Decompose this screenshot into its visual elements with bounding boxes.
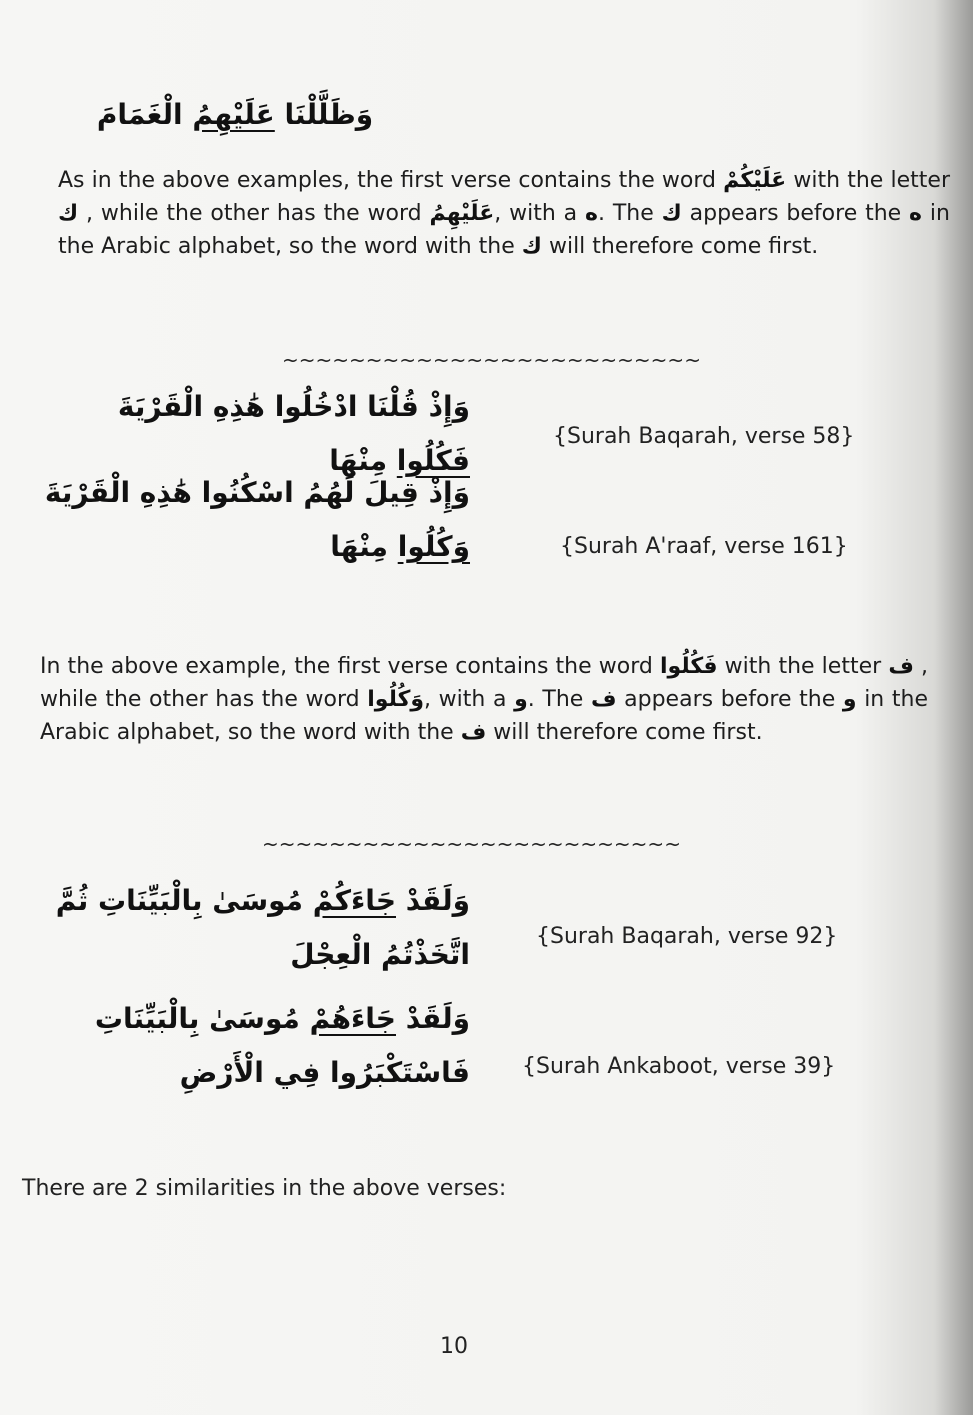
verse-4 [20, 992, 470, 1100]
verse3-before: وَلَقَدْ [396, 884, 470, 917]
para1-word-2: عَلَيْهِمُ [429, 201, 495, 226]
para2-text-2: with the letter [717, 654, 889, 679]
para1-text-4: , with a [494, 201, 585, 226]
para2-text-7: in the Arabic alphabet, so the word with the [40, 687, 928, 745]
verse3-underlined: جَاءَكُمْ [312, 884, 396, 917]
verse1-before: وَإِذْ قُلْنَا ادْخُلُوا هَٰذِهِ الْقَرْيَةَ [117, 390, 470, 423]
para1-letter-2: ه [584, 201, 598, 226]
reference-1: {Surah Baqarah, verse 58} [553, 424, 855, 449]
para2-letter-4: و [842, 687, 857, 712]
para2-text-1: In the above example, the first verse contains the word [40, 654, 660, 679]
header-verse-after: الْغَمَامَ [96, 98, 193, 131]
verse2-before: وَإِذْ قِيلَ لَهُمُ اسْكُنُوا هَٰذِهِ الْقَرْيَةَ [44, 476, 470, 509]
para2-letter-2: و [514, 687, 528, 712]
reference-4: {Surah Ankaboot, verse 39} [522, 1054, 836, 1079]
para2-letter-5: ف [460, 720, 487, 745]
verse3-after: مُوسَىٰ بِالْبَيِّنَاتِ ثُمَّ اتَّخَذْتُمُ الْعِجْلَ [55, 884, 470, 971]
para2-text-8: will therefore come first. [486, 720, 763, 745]
verse4-before: وَلَقَدْ [396, 1002, 470, 1035]
verse2-after: مِنْهَا [330, 530, 398, 563]
para1-word-1: عَلَيْكُمْ [723, 168, 787, 193]
header-verse-before: وَظَلَّلْنَا [274, 98, 374, 131]
para2-text-5: . The [527, 687, 591, 712]
para1-text-1: As in the above examples, the first verse contains the word [58, 168, 724, 193]
similarities-heading: There are 2 similarities in the above verses: [22, 1176, 507, 1201]
para1-text-6: appears before the [681, 201, 910, 226]
reference-2: {Surah A'raaf, verse 161} [560, 534, 848, 559]
para1-text-7: in the Arabic alphabet, so the word with the [58, 201, 950, 259]
verse4-underlined: جَاءَهُمْ [309, 1002, 396, 1035]
para1-text-5: . The [597, 201, 662, 226]
header-verse-underlined: عَلَيْهِمُ [192, 98, 275, 131]
para1-text-8: will therefore come first. [541, 234, 819, 259]
para1-text-2: with the letter [786, 168, 950, 193]
verse4-after: مُوسَىٰ بِالْبَيِّنَاتِ فَاسْتَكْبَرُوا فِي الْأَرْضِ [94, 1002, 470, 1089]
para2-text-3: , while the other has the word [40, 654, 928, 712]
verse-3 [20, 874, 470, 982]
verse1-after: مِنْهَا [329, 444, 397, 477]
para1-text-3: , while the other has the word [78, 201, 430, 226]
para2-letter-1: ف [888, 654, 914, 679]
header-verse [80, 88, 390, 142]
para2-text-6: appears before the [616, 687, 843, 712]
para2-word-2: وَكُلُوا [367, 687, 425, 712]
page-number: 10 [440, 1334, 468, 1359]
divider-1: ~~~~~~~~~~~~~~~~~~~~~~~~~ [282, 348, 701, 372]
reference-3: {Surah Baqarah, verse 92} [536, 924, 838, 949]
para1-letter-3: ك [661, 201, 682, 226]
verse1-underlined: فَكُلُوا [396, 444, 470, 477]
explanation-paragraph-1 [58, 164, 950, 263]
divider-2: ~~~~~~~~~~~~~~~~~~~~~~~~~ [262, 832, 681, 856]
verse-2 [40, 466, 470, 574]
para2-letter-3: ف [590, 687, 617, 712]
verse2-underlined: وَكُلُوا [397, 530, 470, 563]
para2-word-1: فَكُلُوا [660, 654, 718, 679]
para1-letter-4: ه [909, 201, 923, 226]
para1-letter-5: ك [521, 234, 542, 259]
para2-text-4: , with a [424, 687, 515, 712]
para1-letter-1: ك [58, 201, 79, 226]
explanation-paragraph-2 [40, 650, 928, 749]
